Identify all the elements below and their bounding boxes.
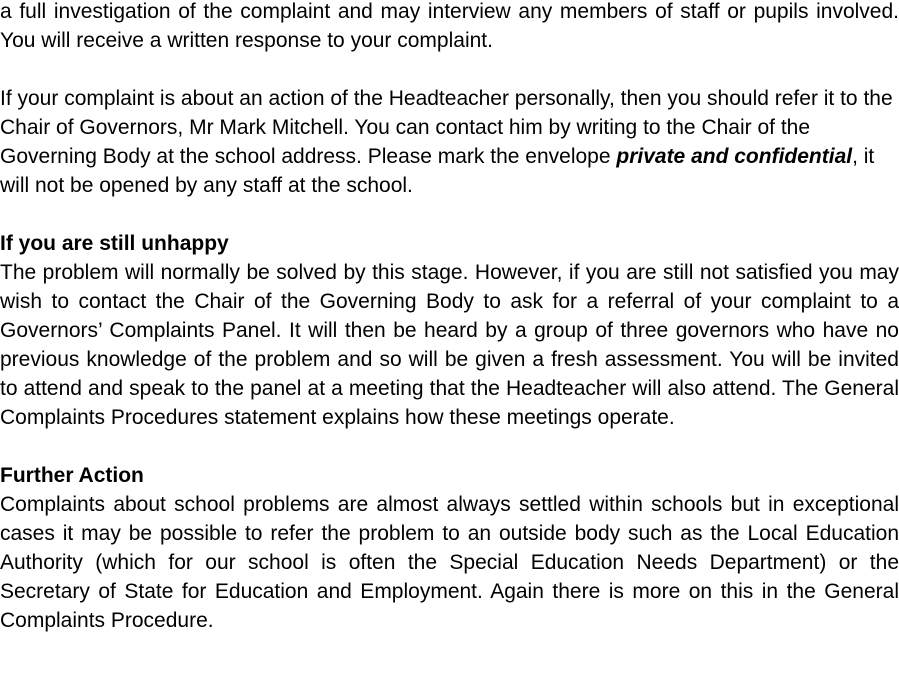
paragraph-still-unhappy: The problem will normally be solved by this stage. However, if you are still not satisfied you may wish to contact the Chair of the Governing Body to ask for a referral of your complaint to a Governors’ Complaints Panel. It will then be heard by a group of three governors who have no previous knowledge of the problem and so will be given a fresh assessment. You will be invited to attend and speak to the panel at a meeting that the Headteacher will also attend. The General Complaints Procedures statement explains how these meetings operate. bbox=[0, 261, 899, 429]
paragraph-further-action: Complaints about school problems are almost always settled within schools but in exceptional cases it may be possible to refer the problem to an outside body such as the Local Education Authority (which for our school is often the Special Education Needs Department) or the Secretary of State for Education and Employment. Again there is more on this in the General Complaints Procedure. bbox=[0, 493, 899, 632]
heading-still-unhappy: If you are still unhappy bbox=[0, 232, 229, 255]
paragraph-headteacher-text: If your complaint is about an action of the Headteacher personally, then you should refer it to the Chair of Governors, Mr Mark Mitchell. You can contact him by writing to the Chair of the Governing Body at the school address. Please mark the envelope bbox=[0, 87, 893, 168]
paragraph-headteacher-complaint bbox=[0, 84, 899, 200]
private-confidential-emphasis: private and confidential bbox=[616, 145, 853, 168]
heading-further-action: Further Action bbox=[0, 464, 144, 487]
paragraph-spacer bbox=[0, 432, 899, 461]
paragraph-headteacher-text-end: , it will not be opened by any staff at the school. bbox=[0, 145, 875, 197]
paragraph-spacer bbox=[0, 55, 899, 84]
paragraph-spacer bbox=[0, 200, 899, 229]
paragraph-investigation: a full investigation of the complaint and may interview any members of staff or pupils involved. You will receive a written response to your complaint. bbox=[0, 0, 899, 52]
